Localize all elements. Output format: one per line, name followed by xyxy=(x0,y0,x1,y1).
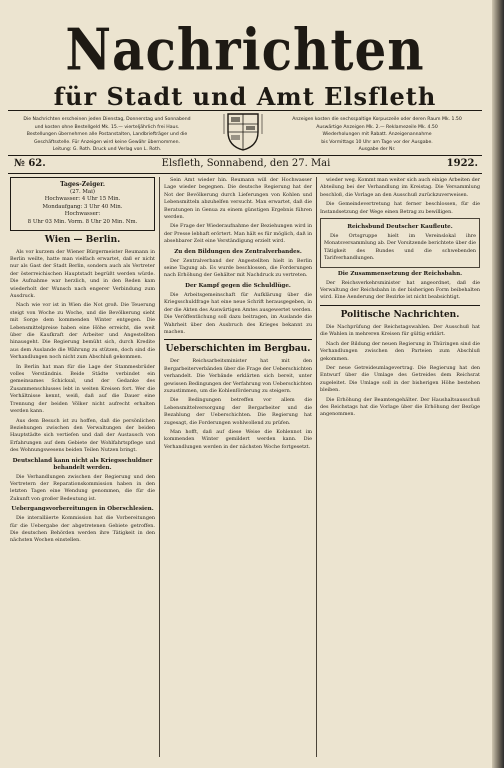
article-heading: Politische Nachrichten. xyxy=(340,309,460,320)
page-spine xyxy=(492,0,504,768)
dateline xyxy=(10,158,482,172)
daily-notice-box: Tages-Zeiger. (27. Mai) Hochwasser: 4 Uhr 15 Min. Mondaufgang: 3 Uhr 40 Min. Hochwasser: 8 Uhr 03 Min. Vorm. 8 Uhr 20 Min. Nm. xyxy=(10,177,155,231)
article-paragraph: Als vor kurzem der Wiener Bürgermeister Reumann in Berlin weilte, hatte man vielfach erwartet, daß er nicht nur als Gast der Stadt Berlin, sondern auch als Vertreter der österreichischen Hauptstadt begrüßt werden würde. Die Aufnahme war herzlich, und in den Reden kam wiederholt der Wunsch nach engerer Verbindung zum Ausdruck. xyxy=(10,248,155,299)
column-2 xyxy=(164,177,312,757)
article-paragraph: Nach wie vor ist in Wien die Not groß. Die Teuerung steigt von Woche zu Woche, und die Bevölkerung sieht mit Sorge dem kommenden Winter entgegen. Die Lebensmittelpreise haben eine Höhe erreicht, die weit über die Kaufkraft der Arbeiter und Angestellten hinausgeht. Die Regierung bemüht sich, durch Kredite aus dem Auslande die Währung zu stützen, doch sind die Verhandlungen noch nicht zum Abschluß gekommen. xyxy=(10,302,155,361)
article-heading: Wien — Berlin. xyxy=(44,234,121,245)
subheading: Die Zusammensetzung der Reichsbahn. xyxy=(337,270,463,277)
article-paragraph: Die interalliierte Kommission hat die Vorbereitungen für die Uebergabe der abgetretenen Gebiete getroffen. Die deutschen Behörden werden ihre Tätigkeit in den nächsten Wochen einstellen. xyxy=(10,515,155,544)
article-paragraph: Der Reichsarbeitsminister hat mit den Bergarbeiterverbänden über die Frage der Ueberschichten verhandelt. Die Verbände erklärten sich bereit, unter gewissen Bedingungen der Verfahrung von Ueberschichten zuzustimmen, um die Kohlenförderung zu steigern. xyxy=(164,358,312,394)
column-divider xyxy=(316,177,317,757)
article-paragraph: Die Arbeitsgemeinschaft für Aufklärung über die Kriegsschuldfrage hat eine neue Schrift herausgegeben, in der die Akten des Auswärtigen Amtes ausgewertet werden. Die Veröffentlichung soll dazu beitragen, im Auslande die Wahrheit über den Ausbruch des Krieges bekannt zu machen. xyxy=(164,291,312,335)
dateline-bottom-rule xyxy=(8,173,482,174)
column-3 xyxy=(320,177,480,757)
article-paragraph: Die Erhöhung der Beamtengehälter. Der Haushaltsausschuß des Reichstags hat die Vorlage über die Erhöhung der Bezüge angenommen. xyxy=(320,396,480,418)
article-paragraph: Die Frage der Wiederaufnahme der Beziehungen wird in der Presse lebhaft erörtert. Man hält es für möglich, daß in absehbarer Zeit eine Verständigung erzielt wird. xyxy=(164,223,312,245)
advertising-info: Anzeigen kosten die sechsspaltige Korpuszeile oder deren Raum Mk. 1.50 Auswärtige Anzeigen Mk. 2.— Reklamezeile Mk. 4.50 Wiederholungen mit Rabatt. Anzeigenannahme bis Vormittags 10 Uhr am Tage vor der Ausgabe. Ausgabe der Nr. xyxy=(292,117,462,153)
article-paragraph: In Berlin hat man für die Lage der Stammesbrüder volles Verständnis. Beide Städte verbindet ein gemeinsames Schicksal, und der Gedanke des Zusammenschlusses lebt in weiten Kreisen fort. Wer die Verhältnisse kennt, weiß, daß auf die Dauer eine Trennung der beiden Völker nicht aufrecht erhalten werden kann. xyxy=(10,363,155,415)
article-paragraph: Die Verhandlungen zwischen der Regierung und den Vertretern der Reparationskommission haben in den letzten Tagen eine Wendung genommen, die für die Zukunft von großer Bedeutung ist. xyxy=(10,473,155,502)
section-rule xyxy=(164,339,312,340)
subheading: Reichsbund Deutscher Kaufleute. xyxy=(347,224,453,231)
masthead-title: Nachrichten xyxy=(65,17,425,82)
article-paragraph: Die Gemeindevertretung hat ferner beschlossen, für die Instandsetzung der Wege einen Betrag zu bewilligen. xyxy=(320,201,480,215)
subheading: Uebergangsvorbereitungen in Oberschlesien. xyxy=(11,506,154,513)
article-paragraph: Aus dem Besuch ist zu hoffen, daß die persönlichen Beziehungen zwischen den Verwaltungen der beiden Hauptstädte sich vertiefen und daß der Austausch von Erfahrungen auf dem Gebiete der Wohlfahrtspflege und des Wohnungswesens beiden Teilen Nutzen bringt. xyxy=(10,417,155,454)
article-paragraph: Man hofft, daß auf diese Weise die Kohlennot im kommenden Winter gemildert werden kann. Die Verhandlungen werden in der nächsten Woche fortgesetzt. xyxy=(164,428,312,450)
masthead-subtitle: für Stadt und Amt Elsfleth xyxy=(53,82,437,111)
article-paragraph: Die Bedingungen betreffen vor allem die Lebensmittelversorgung der Bergarbeiter und die Bezahlung der Ueberschichten. Die Regierung hat zugesagt, die Forderungen wohlwollend zu prüfen. xyxy=(164,397,312,426)
article-paragraph: wieder weg. Kommt man weiter sich auch einige Arbeiten der Abteilung bei der Verhandlung im Kreistag. Die Versammlung beschloß, die Vorlage an den Ausschuß zurückzuverweisen. xyxy=(320,177,480,198)
article-paragraph: Die Nachprüfung der Reichstagswahlen. Der Ausschuß hat die Wahlen in mehreren Kreisen für gültig erklärt. xyxy=(320,323,480,338)
article-paragraph: Der Reichsverkehrsminister hat angeordnet, daß die Verwaltung der Reichsbahn in der bisherigen Form beibehalten wird. Eine Aenderung der Bezirke ist nicht beabsichtigt. xyxy=(320,279,480,301)
subheading: Zu den Bildungen des Zentralverbandes. xyxy=(174,248,302,255)
section-rule xyxy=(320,305,480,306)
article-heading: Ueberschichten im Bergbau. xyxy=(165,344,311,355)
column-1 xyxy=(10,177,155,757)
coat-of-arms-icon xyxy=(218,110,268,152)
issue-date: Elsfleth, Sonnabend, den 27. Mai xyxy=(161,158,331,169)
subheading: Deutschland kann nicht als Kriegsschuldner behandelt werden. xyxy=(12,457,153,471)
article-paragraph: Sein Amt wieder hin. Reumann will der Hochwasser Lage wieder begegnen. Die deutsche Regierung hat der Not der Bevölkerung durch Lieferungen von Kohlen und Lebensmitteln abzuhelfen versucht. Man erwartet, daß die Beratungen in Genua zu einem günstigen Ergebnis führen werden. xyxy=(164,177,312,221)
news-box xyxy=(320,218,480,268)
article-paragraph: Der neue Getreideumlagevertrag. Die Regierung hat den Entwurf über die Umlage des Getreides dem Reichsrat zugeleitet. Die Umlage soll in der bisherigen Höhe bestehen bleiben. xyxy=(320,364,480,394)
issue-year: 1922. xyxy=(446,158,478,169)
article-paragraph: Die Ortsgruppe hielt im Vereinslokal ihre Monatsversammlung ab. Der Vorsitzende berichtete über die Tätigkeit des Bundes und die schwebenden Tarifverhandlungen. xyxy=(324,233,476,262)
subheading: Der Kampf gegen die Schuldlüge. xyxy=(185,282,291,289)
dateline-top-rule xyxy=(8,155,482,156)
article-paragraph: Nach der Bildung der neuen Regierung in Thüringen sind die Verhandlungen zwischen den Parteien zum Abschluß gekommen. xyxy=(320,340,480,362)
issue-number: № 62. xyxy=(14,158,46,169)
publication-info: Die Nachrichten erscheinen jeden Dienstag, Donnerstag und Sonnabend und kosten ohne Bestellgeld Mk. 15.— vierteljährlich frei Haus. Bestellungen übernehmen alle Postanstalten, Landbriefträger und die Geschäftsstelle. Für Anzeigen wird keine Gewähr übernommen. Leitung: G. Roth. Druck und Verlag von L. Roth. xyxy=(23,117,191,153)
article-paragraph: Der Zentralverband der Angestellten hielt in Berlin seine Tagung ab. Es wurde beschlossen, die Forderungen nach Erhöhung der Gehälter mit Nachdruck zu vertreten. xyxy=(164,257,312,279)
column-divider xyxy=(159,177,160,757)
